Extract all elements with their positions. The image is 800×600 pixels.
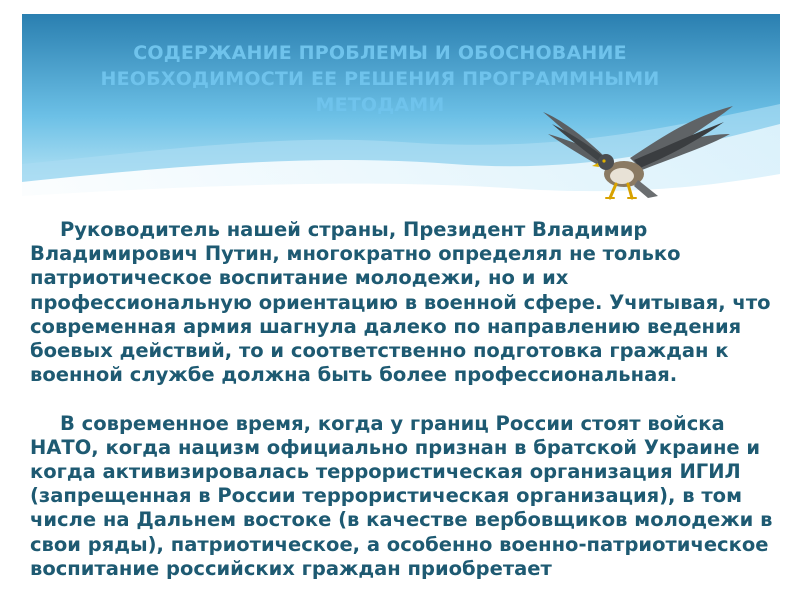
- paragraph-text: Руководитель нашей страны, Президент Владимир Владимирович Путин, многократно определял не только патриотическое воспитание молодежи, но и их профессиональную ориентацию в военной сфере. Учитывая, что современная армия шагнула далеко по направлению ведения боевых действий, то и соответственно подготовка граждан к военной службе должна быть более профессиональная.: [30, 218, 771, 387]
- paragraph: [30, 412, 775, 581]
- slide-title: СОДЕРЖАНИЕ ПРОБЛЕМЫ И ОБОСНОВАНИЕ НЕОБХОДИМОСТИ ЕЕ РЕШЕНИЯ ПРОГРАММНЫМИ МЕТОДАМИ: [100, 42, 660, 116]
- paragraph: [30, 218, 775, 387]
- paragraph-text: В современное время, когда у границ России стоят войска НАТО, когда нацизм официально признан в братской Украине и когда активизировалась террористическая организация ИГИЛ (запрещенная в России террористическая организация), в том числе на Дальнем востоке (в качестве вербовщиков молодежи в свои ряды), патриотическое, а особенно военно-патриотическое воспитание российских граждан приобретает: [30, 411, 773, 580]
- eagle-illustration: [538, 100, 738, 210]
- slide-body: [30, 218, 775, 581]
